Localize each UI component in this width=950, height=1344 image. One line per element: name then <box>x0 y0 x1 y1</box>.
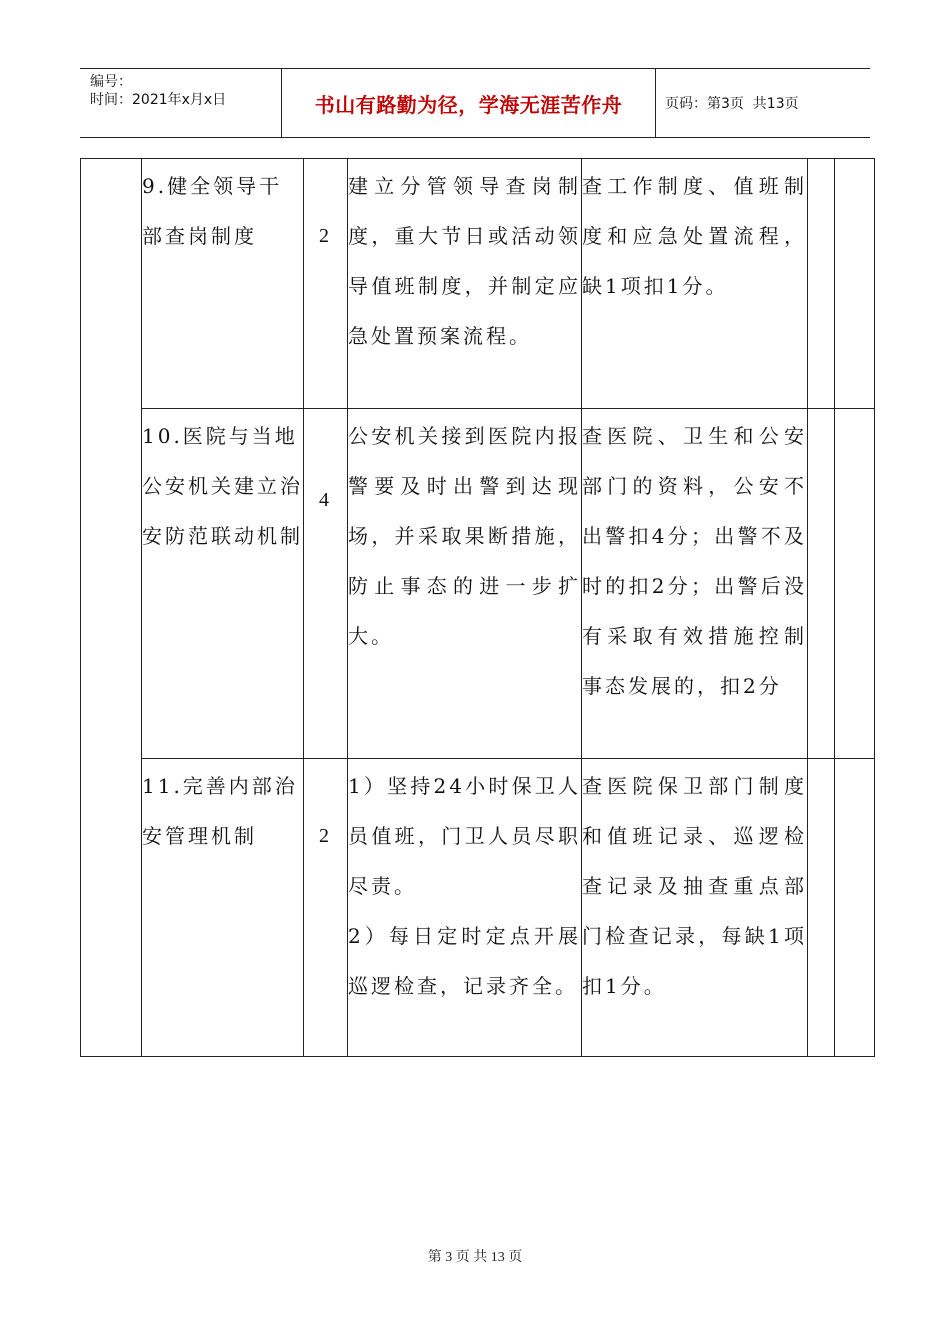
table-row <box>81 159 875 409</box>
evaluation-table <box>80 158 875 1057</box>
standard-cell: 公安机关接到医院内报警要及时出警到达现场，并采取果断措施，防止事态的进一步扩大。 <box>348 409 582 759</box>
method-cell: 查工作制度、值班制度和应急处置流程，缺1项扣1分。 <box>582 159 808 409</box>
page-footer: 第 3 页 共 13 页 <box>427 1250 523 1265</box>
item-cell: 11.完善内部治安管理机制 <box>142 759 304 1057</box>
category-cell <box>81 159 142 1057</box>
item-cell: 9.健全领导干部查岗制度 <box>142 159 304 409</box>
table-row <box>81 409 875 759</box>
method-cell: 查医院、卫生和公安部门的资料，公安不出警扣4分；出警不及时的扣2分；出警后没有采取有效措施控制事态发展的，扣2分 <box>582 409 808 759</box>
item-cell: 10.医院与当地公安机关建立治安防范联动机制 <box>142 409 304 759</box>
header-divider <box>655 69 656 137</box>
score-cell: 2 <box>304 159 348 409</box>
header-page-info: 页码：第3页 共13页 <box>665 96 799 112</box>
blank-cell <box>808 409 835 759</box>
standard-point: 2）每日定时定点开展巡逻检查，记录齐全。 <box>348 924 581 998</box>
blank-cell <box>835 759 875 1057</box>
table-row <box>81 759 875 1057</box>
header-meta <box>90 73 280 109</box>
document-date: 时间：2021年x月x日 <box>90 92 227 108</box>
standard-point: 1）坚持24小时保卫人员值班，门卫人员尽职尽责。 <box>348 774 581 898</box>
standard-cell <box>348 759 582 1057</box>
blank-cell <box>835 409 875 759</box>
blank-cell <box>808 159 835 409</box>
page-header <box>80 68 870 138</box>
method-cell: 查医院保卫部门制度和值班记录、巡逻检查记录及抽查重点部门检查记录，每缺1项扣1分。 <box>582 759 808 1057</box>
document-number-label: 编号： <box>90 74 132 90</box>
blank-cell <box>808 759 835 1057</box>
score-cell: 4 <box>304 409 348 759</box>
standard-cell: 建立分管领导查岗制度，重大节日或活动领导值班制度，并制定应急处置预案流程。 <box>348 159 582 409</box>
blank-cell <box>835 159 875 409</box>
score-cell: 2 <box>304 759 348 1057</box>
header-motto: 书山有路勤为径，学海无涯苦作舟 <box>314 92 623 117</box>
